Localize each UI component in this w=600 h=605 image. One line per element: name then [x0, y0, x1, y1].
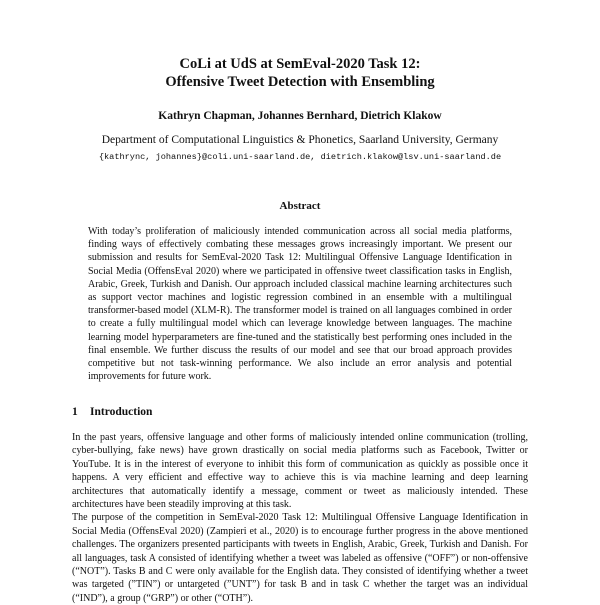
abstract-text: With today’s proliferation of maliciously intended communication across all social media platforms, finding ways of effectively combating these messages grows increasingly important. We present our submission and results for SemEval-2020 Task 12: Multilingual Offensive Language Identification in Social Media (OffensEval 2020) where we participated in offensive tweet classification tasks in English, Arabic, Greek, Turkish and Danish. Our approach included classical machine learning architectures such as support vector machines and logistic regression combined in an ensemble with a multilingual transformer-based model (XLM-R). The transformer model is trained on all languages combined in order to create a fully multilingual model which can leverage knowledge between languages. The machine learning model hyperparameters are fine-tuned and the statistically best performing ones included in the final ensemble. We further discuss the results of our model and see that our broad approach provides competitive but not task-winning performance. We also include an error analysis and potential improvements for future work. — [88, 226, 512, 383]
paragraph: The purpose of the competition in SemEval-2020 Task 12: Multilingual Offensive Language Identification in Social Media (OffensEval 2020) (Zampieri et al., 2020) is to encourage further progress in the above mentioned challenges. The organizers presented participants with tweets in English, Arabic, Greek, Turkish and Danish. For all languages, task A consisted of identifying whether a tweet was labeled as offensive (“OFF”) or non-offensive (“NOT”). Tasks B and C were only available for the English data. They consisted of identifying whether a tweet was targeted (”TIN”) or untargeted (”UNT”) for task B and in task C whether the target was an individual (“IND”), a group (“GRP”) or other (“OTH”). — [72, 512, 528, 604]
introduction-body — [72, 431, 528, 605]
paragraph: In the past years, offensive language and other forms of maliciously intended online communication (trolling, cyber-bullying, fake news) have grown drastically on social media platforms such as Facebook, Twitter or YouTube. It is in the interest of everyone to inhibit this form of communication as quickly as possible once it happens. A very efficient and effective way to achieve this is via machine learning and deep learning architectures that automatically identify a message, comment or tweet as maliciously intended. These architectures have been steadily improving at this task. — [72, 432, 528, 511]
paper-title-line-2: Offensive Tweet Detection with Ensembling — [165, 74, 435, 90]
section-heading — [72, 406, 152, 418]
abstract-heading: Abstract — [279, 200, 321, 212]
affiliation: Department of Computational Linguistics & Phonetics, Saarland University, Germany — [101, 134, 499, 146]
section-number: 1 — [72, 406, 78, 418]
section-title: Introduction — [90, 406, 153, 418]
author-emails: {kathrync, johannes}@coli.uni-saarland.de, dietrich.klakow@lsv.uni-saarland.de — [98, 152, 502, 162]
author-list: Kathryn Chapman, Johannes Bernhard, Dietrich Klakow — [158, 110, 442, 122]
paper-title-line-1: CoLi at UdS at SemEval-2020 Task 12: — [179, 56, 421, 72]
